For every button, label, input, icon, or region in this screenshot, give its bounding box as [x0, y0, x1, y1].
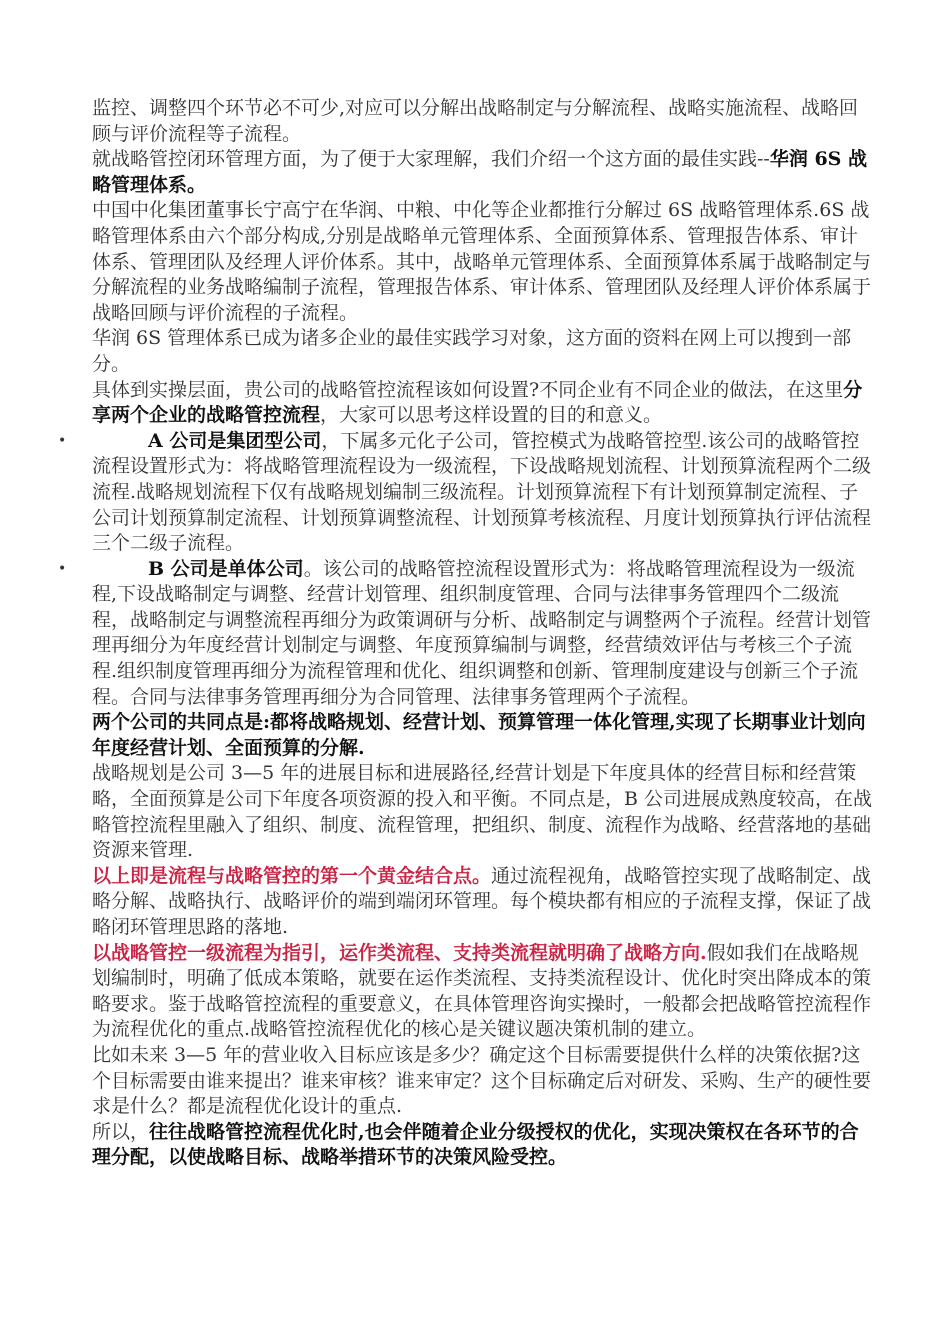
best-practice-text: 就战略管控闭环管理方面，为了便于大家理解，我们介绍一个这方面的最佳实践--	[92, 148, 770, 171]
paragraph-common-points: 两个公司的共同点是:都将战略规划、经营计划、预算管理一体化管理,实现了长期事业计划向年度经营计划、全面预算的分解.	[92, 711, 866, 759]
company-b-text: 。该公司的战略管控流程设置形式为：将战略管理流程设为一级流程,下设战略制定与调整、经营计划管理、组织制度管理、合同与法律事务管理四个二级流程，战略制定与调整流程再细分为政策调研与分析、战略制定与调整两个子流程。经营计划管理再细分为年度经营计划制定与调整、年度预算编制与调整，经营绩效评估与考核三个子流程.组织制度管理再细分为流程管理和优化、组织调整和创新、管理制度建设与创新三个子流程。合同与法律事务管理再细分为合同管理、法律事务管理两个子流程。	[92, 557, 872, 708]
paragraph-6s-learning: 华润 6S 管理体系已成为诸多企业的最佳实践学习对象，这方面的资料在网上可以搜到一部分。	[92, 327, 852, 375]
document-body	[58, 96, 873, 1171]
conclusion-highlight: 往往战略管控流程优化时,也会伴随着企业分级授权的优化，实现决策权在各环节的合理分配，以使战略目标、战略举措环节的决策风险受控。	[92, 1120, 859, 1169]
first-level-highlight: 以战略管控一级流程为指引，运作类流程、支持类流程就明确了战略方向.	[92, 941, 707, 964]
company-a-heading: A 公司是集团型公司	[148, 429, 322, 452]
bullet-dot: •	[58, 560, 67, 577]
paragraph-6s-system: 中国中化集团董事长宁高宁在华润、中粮、中化等企业都推行分解过 6S 战略管理体系.6S 战略管理体系由六个部分构成,分别是战略单元管理体系、全面预算体系、管理报告体系、审计体系、管理团队及经理人评价体系。其中，战略单元管理体系、全面预算体系属于战略制定与分解流程的业务战略编制子流程，管理报告体系、审计体系、管理团队及经理人评价体系属于战略回顾与评价流程的子流程。	[92, 199, 872, 324]
bullet-dot: •	[58, 432, 67, 449]
golden-point-text: 通过流程视角，战略管控实现了战略制定、战略分解、战略执行、战略评价的端到端闭环管理。每个模块都有相应的子流程支撑，保证了战略闭环管理思路的落地.	[92, 864, 872, 938]
company-a-text: ，下属多元化子公司，管控模式为战略管控型.该公司的战略管控流程设置形式为：将战略管理流程设为一级流程，下设战略规划流程、计划预算流程两个二级流程.战略规划流程下仅有战略规划编制三级流程。计划预算流程下有计划预算制定流程、子公司计划预算制定流程、计划预算调整流程、计划预算考核流程、月度计划预算执行评估流程三个二级子流程。	[92, 429, 872, 555]
list-item-company-a	[58, 429, 872, 557]
practice-intro-highlight: 分享两个企业的战略管控流程	[92, 378, 863, 427]
paragraph-practice-intro	[92, 378, 872, 429]
company-b-heading: B 公司是单体公司	[148, 557, 304, 580]
golden-point-highlight: 以上即是流程与战略管控的第一个黄金结合点。	[92, 864, 492, 887]
first-level-text: 假如我们在战略规划编制时，明确了低成本策略，就要在运作类流程、支持类流程设计、优化时突出降成本的策略要求。鉴于战略管控流程的重要意义，在具体管理咨询实操时，一般都会把战略管控流程作为流程优化的重点.战略管控流程优化的核心是关键议题决策机制的建立。	[92, 941, 872, 1041]
paragraph-example-questions: 比如未来 3—5 年的营业收入目标应该是多少？确定这个目标需要提供什么样的决策依据?这个目标需要由谁来提出？谁来审核？谁来审定？这个目标确定后对研发、采购、生产的硬性要求是什么？都是流程优化设计的重点.	[92, 1043, 872, 1118]
practice-intro-before: 具体到实操层面，贵公司的战略管控流程该如何设置?不同企业有不同企业的做法，在这里	[92, 378, 844, 401]
conclusion-lead: 所以，	[92, 1120, 150, 1143]
paragraph-conclusion	[92, 1120, 872, 1171]
practice-intro-after: ，大家可以思考这样设置的目的和意义。	[320, 404, 663, 427]
best-practice-highlight: 华润 6S 战略管理体系。	[92, 148, 868, 196]
paragraph-best-practice	[92, 147, 872, 198]
list-item-company-b	[58, 557, 872, 711]
paragraph-first-level-process	[92, 941, 872, 1043]
paragraph-golden-point	[92, 864, 872, 941]
paragraph-differences: 战略规划是公司 3—5 年的进展目标和进展路径,经营计划是下年度具体的经营目标和经营策略，全面预算是公司下年度各项资源的投入和平衡。不同点是，B 公司进展成熟度较高，在战略管控流程里融入了组织、制度、流程管理，把组织、制度、流程作为战略、经营落地的基础资源来管理.	[92, 762, 873, 862]
paragraph-subprocess-intro: 监控、调整四个环节必不可少,对应可以分解出战略制定与分解流程、战略实施流程、战略回顾与评价流程等子流程。	[92, 97, 859, 145]
